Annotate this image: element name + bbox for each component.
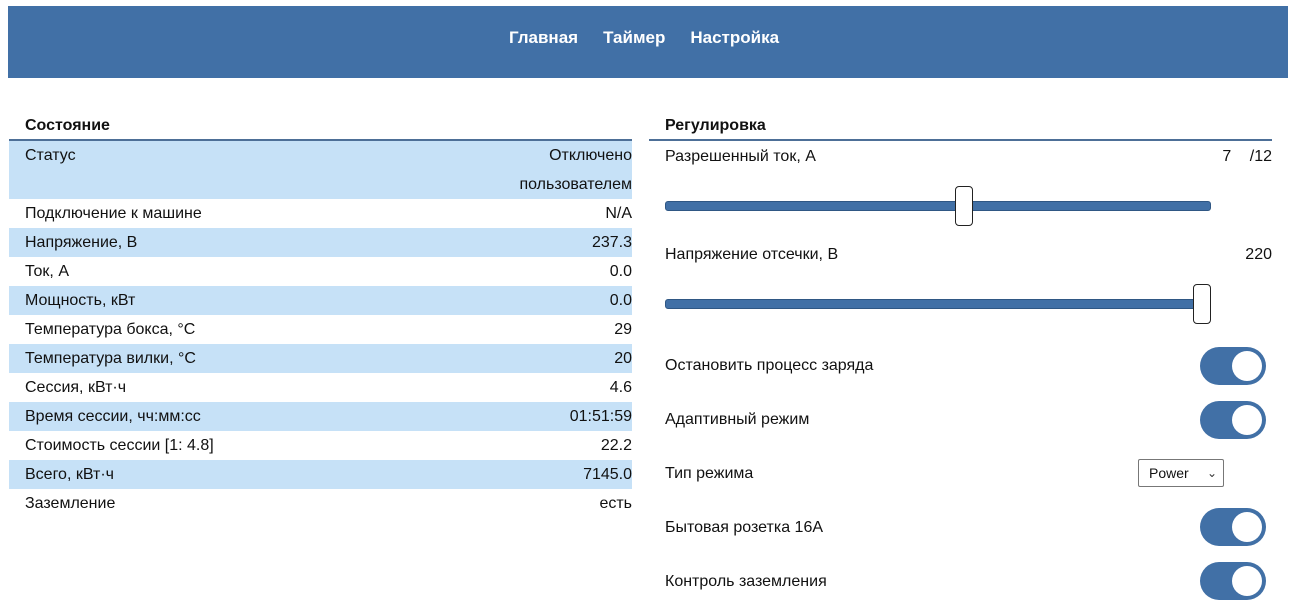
toggle-knob	[1232, 512, 1262, 542]
status-value: 4.6	[609, 379, 632, 396]
allowed-current-max: /12	[1249, 148, 1272, 165]
mode-type-select[interactable]	[1138, 459, 1224, 487]
status-row	[9, 431, 632, 460]
nav-settings-link[interactable]: Настройка	[690, 28, 780, 47]
status-row	[9, 373, 632, 402]
status-value: 22.2	[600, 437, 632, 454]
cutoff-voltage-value: 220	[1245, 246, 1272, 263]
nav-timer-link[interactable]: Таймер	[603, 28, 666, 47]
status-label: Температура вилки, °C	[25, 350, 196, 367]
mode-type-label: Тип режима	[665, 465, 754, 482]
status-label: Статус	[25, 147, 76, 164]
top-nav-bar	[8, 6, 1288, 78]
toggle-knob	[1232, 351, 1262, 381]
cutoff-voltage-slider-handle[interactable]	[1193, 284, 1211, 324]
status-panel	[9, 114, 632, 518]
cutoff-voltage-label: Напряжение отсечки, В	[665, 246, 839, 263]
status-value: 0.0	[609, 292, 632, 309]
status-label: Подключение к машине	[25, 205, 202, 222]
status-row	[9, 257, 632, 286]
status-value: N/A	[605, 205, 632, 222]
status-value: 29	[614, 321, 632, 338]
status-label: Напряжение, В	[25, 234, 138, 251]
status-label: Температура бокса, °C	[25, 321, 196, 338]
status-value: 237.3	[591, 234, 632, 251]
adaptive-mode-label: Адаптивный режим	[665, 411, 810, 428]
status-row	[9, 199, 632, 228]
status-label: Мощность, кВт	[25, 292, 136, 309]
status-value: 0.0	[609, 263, 632, 280]
cutoff-voltage-slider[interactable]	[665, 299, 1211, 309]
toggle-knob	[1232, 405, 1262, 435]
allowed-current-readout	[1222, 148, 1272, 166]
status-row	[9, 344, 632, 373]
regulation-title: Регулировка	[649, 114, 1272, 141]
status-value: Отключено пользователем	[519, 147, 632, 193]
status-label: Время сессии, чч:мм:сс	[25, 408, 201, 425]
allowed-current-value: 7	[1222, 148, 1232, 165]
stop-charge-label: Остановить процесс заряда	[665, 357, 874, 374]
status-row	[9, 460, 632, 489]
status-label: Стоимость сессии [1: 4.8]	[25, 437, 214, 454]
status-value: 20	[614, 350, 632, 367]
status-value: 01:51:59	[569, 408, 632, 425]
status-row	[9, 315, 632, 344]
status-label: Ток, А	[25, 263, 69, 280]
status-value: 7145.0	[583, 466, 632, 483]
status-row	[9, 141, 632, 199]
ground-control-label: Контроль заземления	[665, 573, 827, 590]
status-title: Состояние	[9, 114, 632, 141]
chevron-down-icon: ⌄	[1206, 466, 1217, 480]
stop-charge-toggle[interactable]	[1200, 347, 1266, 385]
status-row	[9, 228, 632, 257]
status-table	[9, 141, 632, 518]
status-row	[9, 402, 632, 431]
status-row	[9, 286, 632, 315]
status-label: Заземление	[25, 495, 116, 512]
status-label: Сессия, кВт·ч	[25, 379, 127, 396]
status-value: есть	[599, 495, 632, 512]
toggle-knob	[1232, 566, 1262, 596]
status-row	[9, 489, 632, 518]
socket-16a-toggle[interactable]	[1200, 508, 1266, 546]
adaptive-mode-toggle[interactable]	[1200, 401, 1266, 439]
nav-links	[509, 28, 779, 48]
socket-16a-label: Бытовая розетка 16А	[665, 519, 824, 536]
allowed-current-slider-handle[interactable]	[955, 186, 973, 226]
status-label: Всего, кВт·ч	[25, 466, 114, 483]
allowed-current-slider[interactable]	[665, 201, 1211, 211]
allowed-current-label: Разрешенный ток, А	[665, 148, 816, 165]
ground-control-toggle[interactable]	[1200, 562, 1266, 600]
nav-home-link[interactable]: Главная	[508, 28, 579, 47]
mode-type-selected: Power	[1149, 465, 1189, 481]
regulation-panel	[649, 114, 1272, 590]
